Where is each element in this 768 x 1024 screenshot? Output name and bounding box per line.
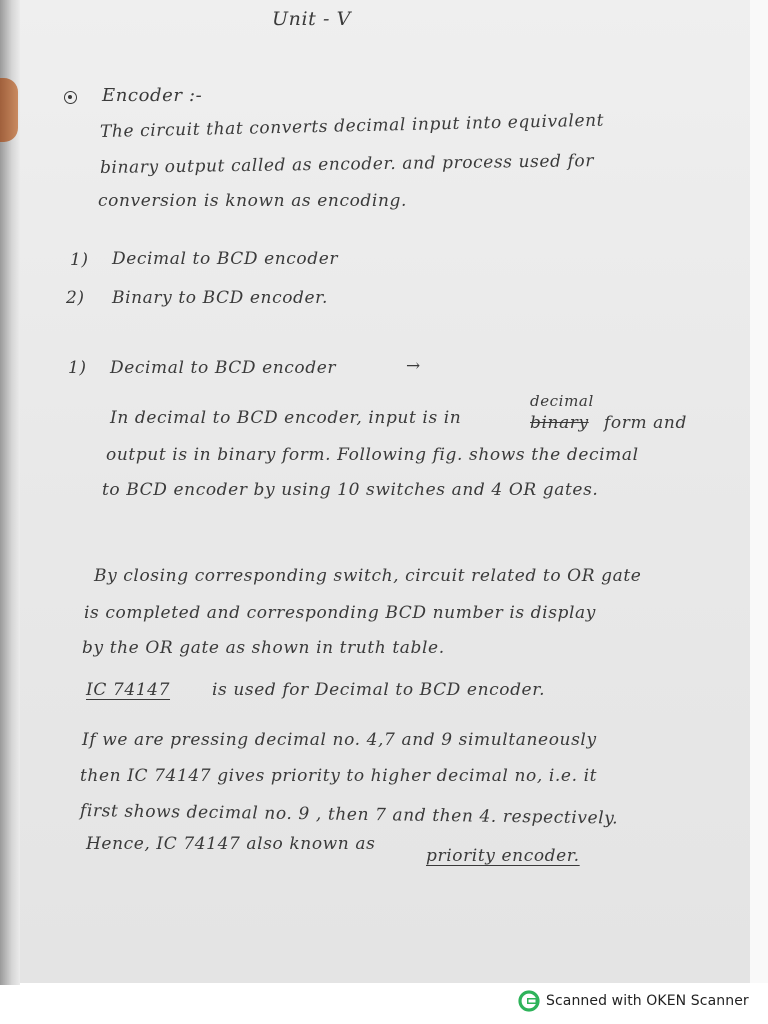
para3-line-1: If we are pressing decimal no. 4,7 and 9 simultaneously [82,730,597,750]
inserted-word: decimal [530,392,594,410]
para1-line1-start: In decimal to BCD encoder, input is in [110,408,462,428]
para2-line-2: is completed and corresponding BCD number is display [84,603,596,623]
para1-line-2: output is in binary form. Following fig. shows the decimal [106,445,639,465]
para2-line-3: by the OR gate as shown in truth table. [82,638,445,658]
intro-line-3: conversion is known as encoding. [98,191,407,211]
ic-label: IC 74147 [86,680,171,700]
page-left-shadow [0,0,20,985]
type-2-number: 2) [66,288,85,308]
subsection-number: 1) [68,358,87,378]
para2-line-1: By closing corresponding switch, circuit related to OR gate [94,566,642,586]
ic-line-rest: is used for Decimal to BCD encoder. [212,680,546,700]
type-1-label: Decimal to BCD encoder [112,249,339,269]
para3-line-3: first shows decimal no. 9 , then 7 and then 4. respectively. [79,801,619,829]
arrow-icon: → [406,356,421,376]
para3-line-2: then IC 74147 gives priority to higher decimal no, i.e. it [80,766,598,786]
intro-line-1: The circuit that converts decimal input into equivalent [99,110,605,142]
bullet-icon [64,91,77,104]
type-1-number: 1) [70,250,89,270]
scanner-footer [518,990,749,1012]
scanner-footer-text: Scanned with OKEN Scanner [546,993,749,1009]
oken-scanner-logo-icon [518,990,540,1012]
para1-line-3: to BCD encoder by using 10 switches and 4 OR gates. [102,480,599,500]
page-title: Unit - V [272,8,351,30]
page-right-edge [750,0,768,983]
struck-word: binary [530,413,589,433]
finger-edge [0,78,18,142]
para1-line1-end: form and [604,413,687,433]
priority-encoder-text: priority encoder. [426,846,580,866]
section-heading: Encoder :- [102,85,203,106]
intro-line-2: binary output called as encoder. and process used for [99,151,595,178]
subsection-heading: Decimal to BCD encoder [110,358,337,378]
last-line-start: Hence, IC 74147 also known as [86,834,376,854]
type-2-label: Binary to BCD encoder. [112,288,329,308]
